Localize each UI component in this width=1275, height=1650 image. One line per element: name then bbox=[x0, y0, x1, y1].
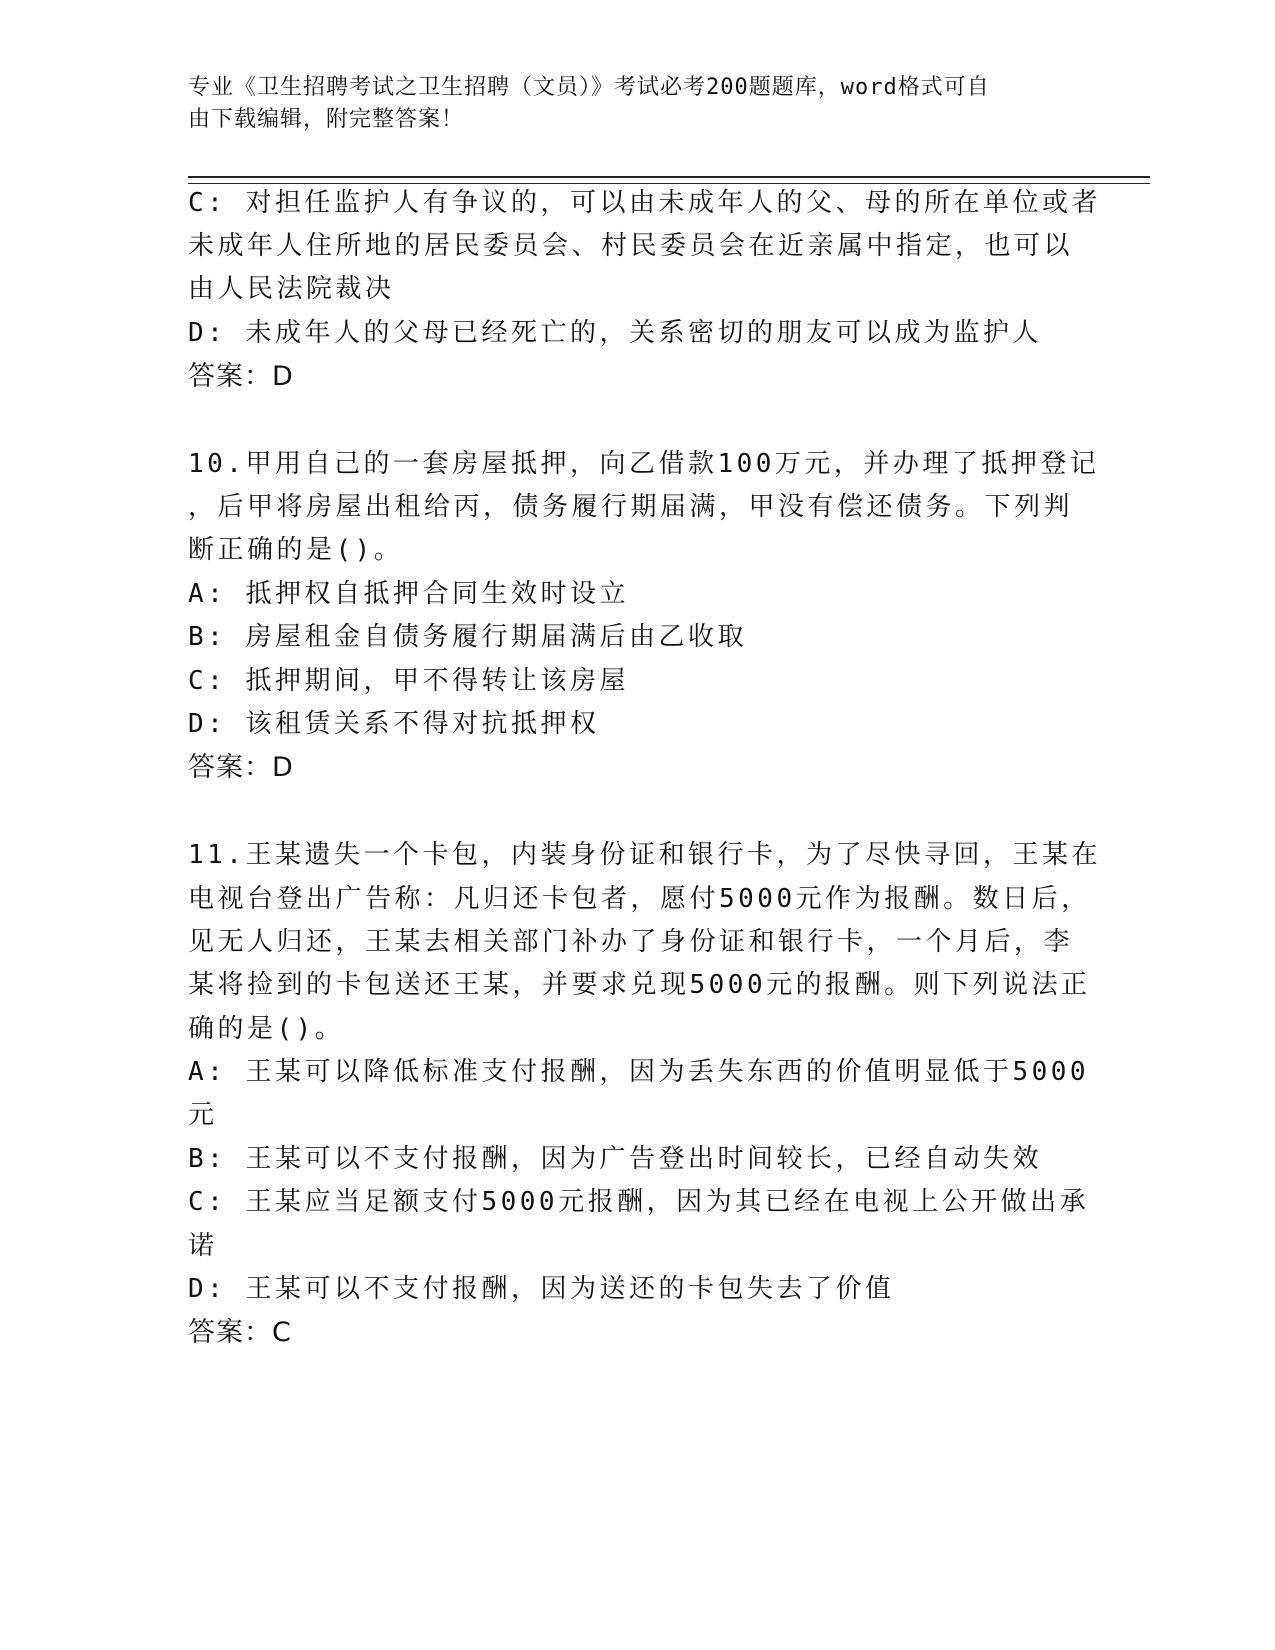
q9-option-c-line-2: 未成年人住所地的居民委员会、村民委员会在近亲属中指定，也可以 bbox=[188, 231, 1074, 261]
q10-option-c: C: 抵押期间，甲不得转让该房屋 bbox=[188, 666, 629, 696]
q9-answer: 答案：D bbox=[188, 361, 294, 392]
q10-stem-line-1: 10.甲用自己的一套房屋抵押，向乙借款100万元，并办理了抵押登记 bbox=[188, 449, 1100, 479]
q11-stem-line-3: 见无人归还，王某去相关部门补办了身份证和银行卡，一个月后，李 bbox=[188, 927, 1074, 957]
header-rule-thick bbox=[188, 176, 1150, 178]
q10-option-d: D: 该租赁关系不得对抗抵押权 bbox=[188, 709, 600, 739]
q11-stem-line-5: 确的是()。 bbox=[188, 1014, 345, 1044]
q10-option-a: A: 抵押权自抵押合同生效时设立 bbox=[188, 579, 629, 609]
header-line-1: 专业《卫生招聘考试之卫生招聘（文员）》考试必考200题题库，word格式可自 bbox=[188, 75, 990, 100]
q11-option-a-line-1: A: 王某可以降低标准支付报酬，因为丢失东西的价值明显低于5000 bbox=[188, 1057, 1090, 1087]
q10-answer: 答案：D bbox=[188, 752, 294, 783]
q11-option-c-line-1: C: 王某应当足额支付5000元报酬，因为其已经在电视上公开做出承 bbox=[188, 1187, 1090, 1217]
q11-option-a-line-2: 元 bbox=[188, 1100, 218, 1130]
q10-stem-line-3: 断正确的是()。 bbox=[188, 535, 404, 565]
q10-stem-line-2: ，后甲将房屋出租给丙，债务履行期届满，甲没有偿还债务。下列判 bbox=[188, 492, 1074, 522]
q9-option-c-line-3: 由人民法院裁决 bbox=[188, 274, 395, 304]
q11-answer: 答案：C bbox=[188, 1317, 292, 1348]
q9-option-d: D: 未成年人的父母已经死亡的，关系密切的朋友可以成为监护人 bbox=[188, 318, 1042, 348]
q10-option-b: B: 房屋租金自债务履行期届满后由乙收取 bbox=[188, 622, 747, 652]
header-line-2: 由下载编辑，附完整答案！ bbox=[188, 107, 465, 132]
header-rule-thin bbox=[188, 183, 1150, 184]
q11-option-b: B: 王某可以不支付报酬，因为广告登出时间较长，已经自动失效 bbox=[188, 1144, 1042, 1174]
document-header bbox=[188, 72, 1088, 136]
q9-option-c-line-1: C: 对担任监护人有争议的，可以由未成年人的父、母的所在单位或者 bbox=[188, 188, 1101, 218]
q11-option-d: D: 王某可以不支付报酬，因为送还的卡包失去了价值 bbox=[188, 1274, 895, 1304]
q11-stem-line-4: 某将捡到的卡包送还王某，并要求兑现5000元的报酬。则下列说法正 bbox=[188, 970, 1091, 1000]
q11-stem-line-2: 电视台登出广告称：凡归还卡包者，愿付5000元作为报酬。数日后， bbox=[188, 884, 1091, 914]
q11-stem-line-1: 11.王某遗失一个卡包，内装身份证和银行卡，为了尽快寻回，王某在 bbox=[188, 840, 1101, 870]
q11-option-c-line-2: 诺 bbox=[188, 1231, 218, 1261]
